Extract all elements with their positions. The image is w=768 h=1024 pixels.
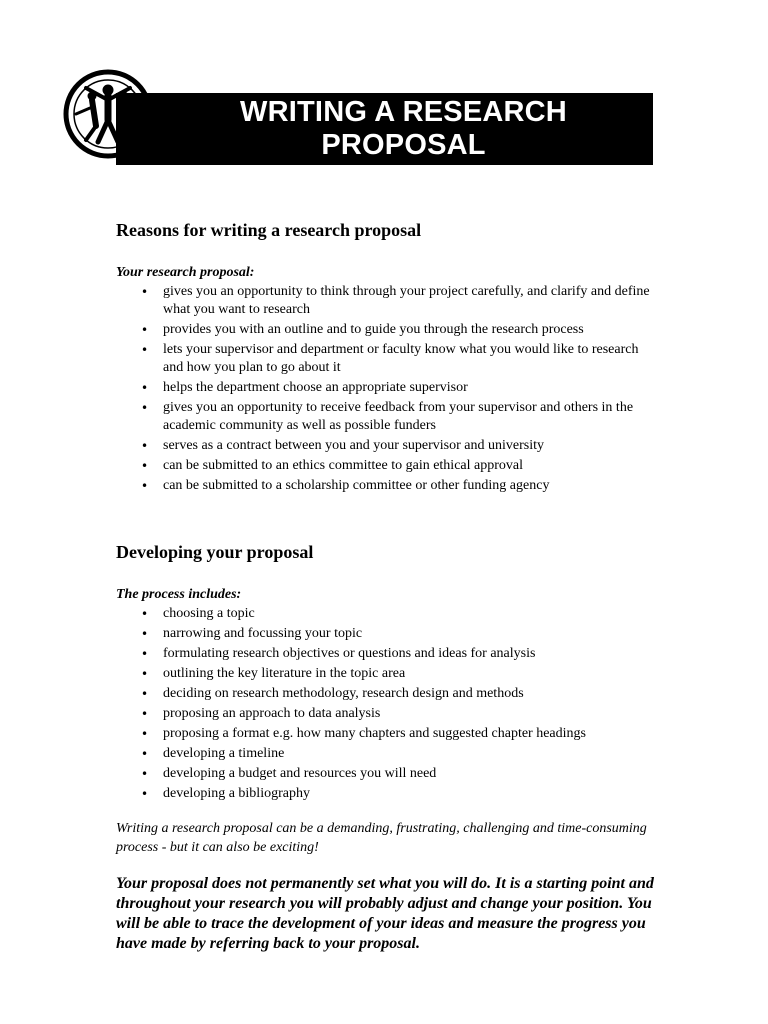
reasons-section [116,218,661,495]
list-item: • developing a budget and resources you will need [163,765,661,783]
document-title [154,96,653,162]
list-item: • narrowing and focussing your topic [163,625,661,643]
section-intro-developing: The process includes: [116,587,242,602]
list-item: • gives you an opportunity to receive feedback from your supervisor and others in the academic community as well as possible funders [163,399,661,435]
process-list [116,605,661,803]
title-line-1: WRITING A RESEARCH [240,96,567,128]
section-heading-reasons: Reasons for writing a research proposal [116,220,422,240]
list-item: • gives you an opportunity to think through your project carefully, and clarify and define what you want to research [163,283,661,319]
list-item: • choosing a topic [163,605,661,623]
developing-section [116,540,661,954]
list-item: • can be submitted to a scholarship committee or other funding agency [163,477,661,495]
list-item: • developing a bibliography [163,785,661,803]
list-item: • formulating research objectives or questions and ideas for analysis [163,645,661,663]
list-item: • proposing a format e.g. how many chapters and suggested chapter headings [163,725,661,743]
list-item: • developing a timeline [163,745,661,763]
list-item: • serves as a contract between you and your supervisor and university [163,437,661,455]
process-note: Writing a research proposal can be a demanding, frustrating, challenging and time-consuming process - but it can also be exciting! [116,821,647,855]
list-item: • deciding on research methodology, research design and methods [163,685,661,703]
title-line-2: PROPOSAL [321,129,486,161]
reasons-list [116,283,661,495]
title-rule [116,164,653,165]
list-item: • provides you with an outline and to guide you through the research process [163,321,661,339]
emphasis-paragraph: Your proposal does not permanently set what you will do. It is a starting point and throughout your research you will probably adjust and change your position. You will be able to trace the development of your ideas and measure the progress you have made by referring back to your proposal. [116,875,654,952]
title-banner [116,93,653,164]
section-heading-developing: Developing your proposal [116,542,314,562]
list-item: • proposing an approach to data analysis [163,705,661,723]
list-item: • helps the department choose an appropriate supervisor [163,379,661,397]
list-item: • outlining the key literature in the topic area [163,665,661,683]
section-intro-reasons: Your research proposal: [116,265,255,280]
list-item: • lets your supervisor and department or faculty know what you would like to research and how you plan to go about it [163,341,661,377]
document-body [116,218,661,954]
list-item: • can be submitted to an ethics committee to gain ethical approval [163,457,661,475]
